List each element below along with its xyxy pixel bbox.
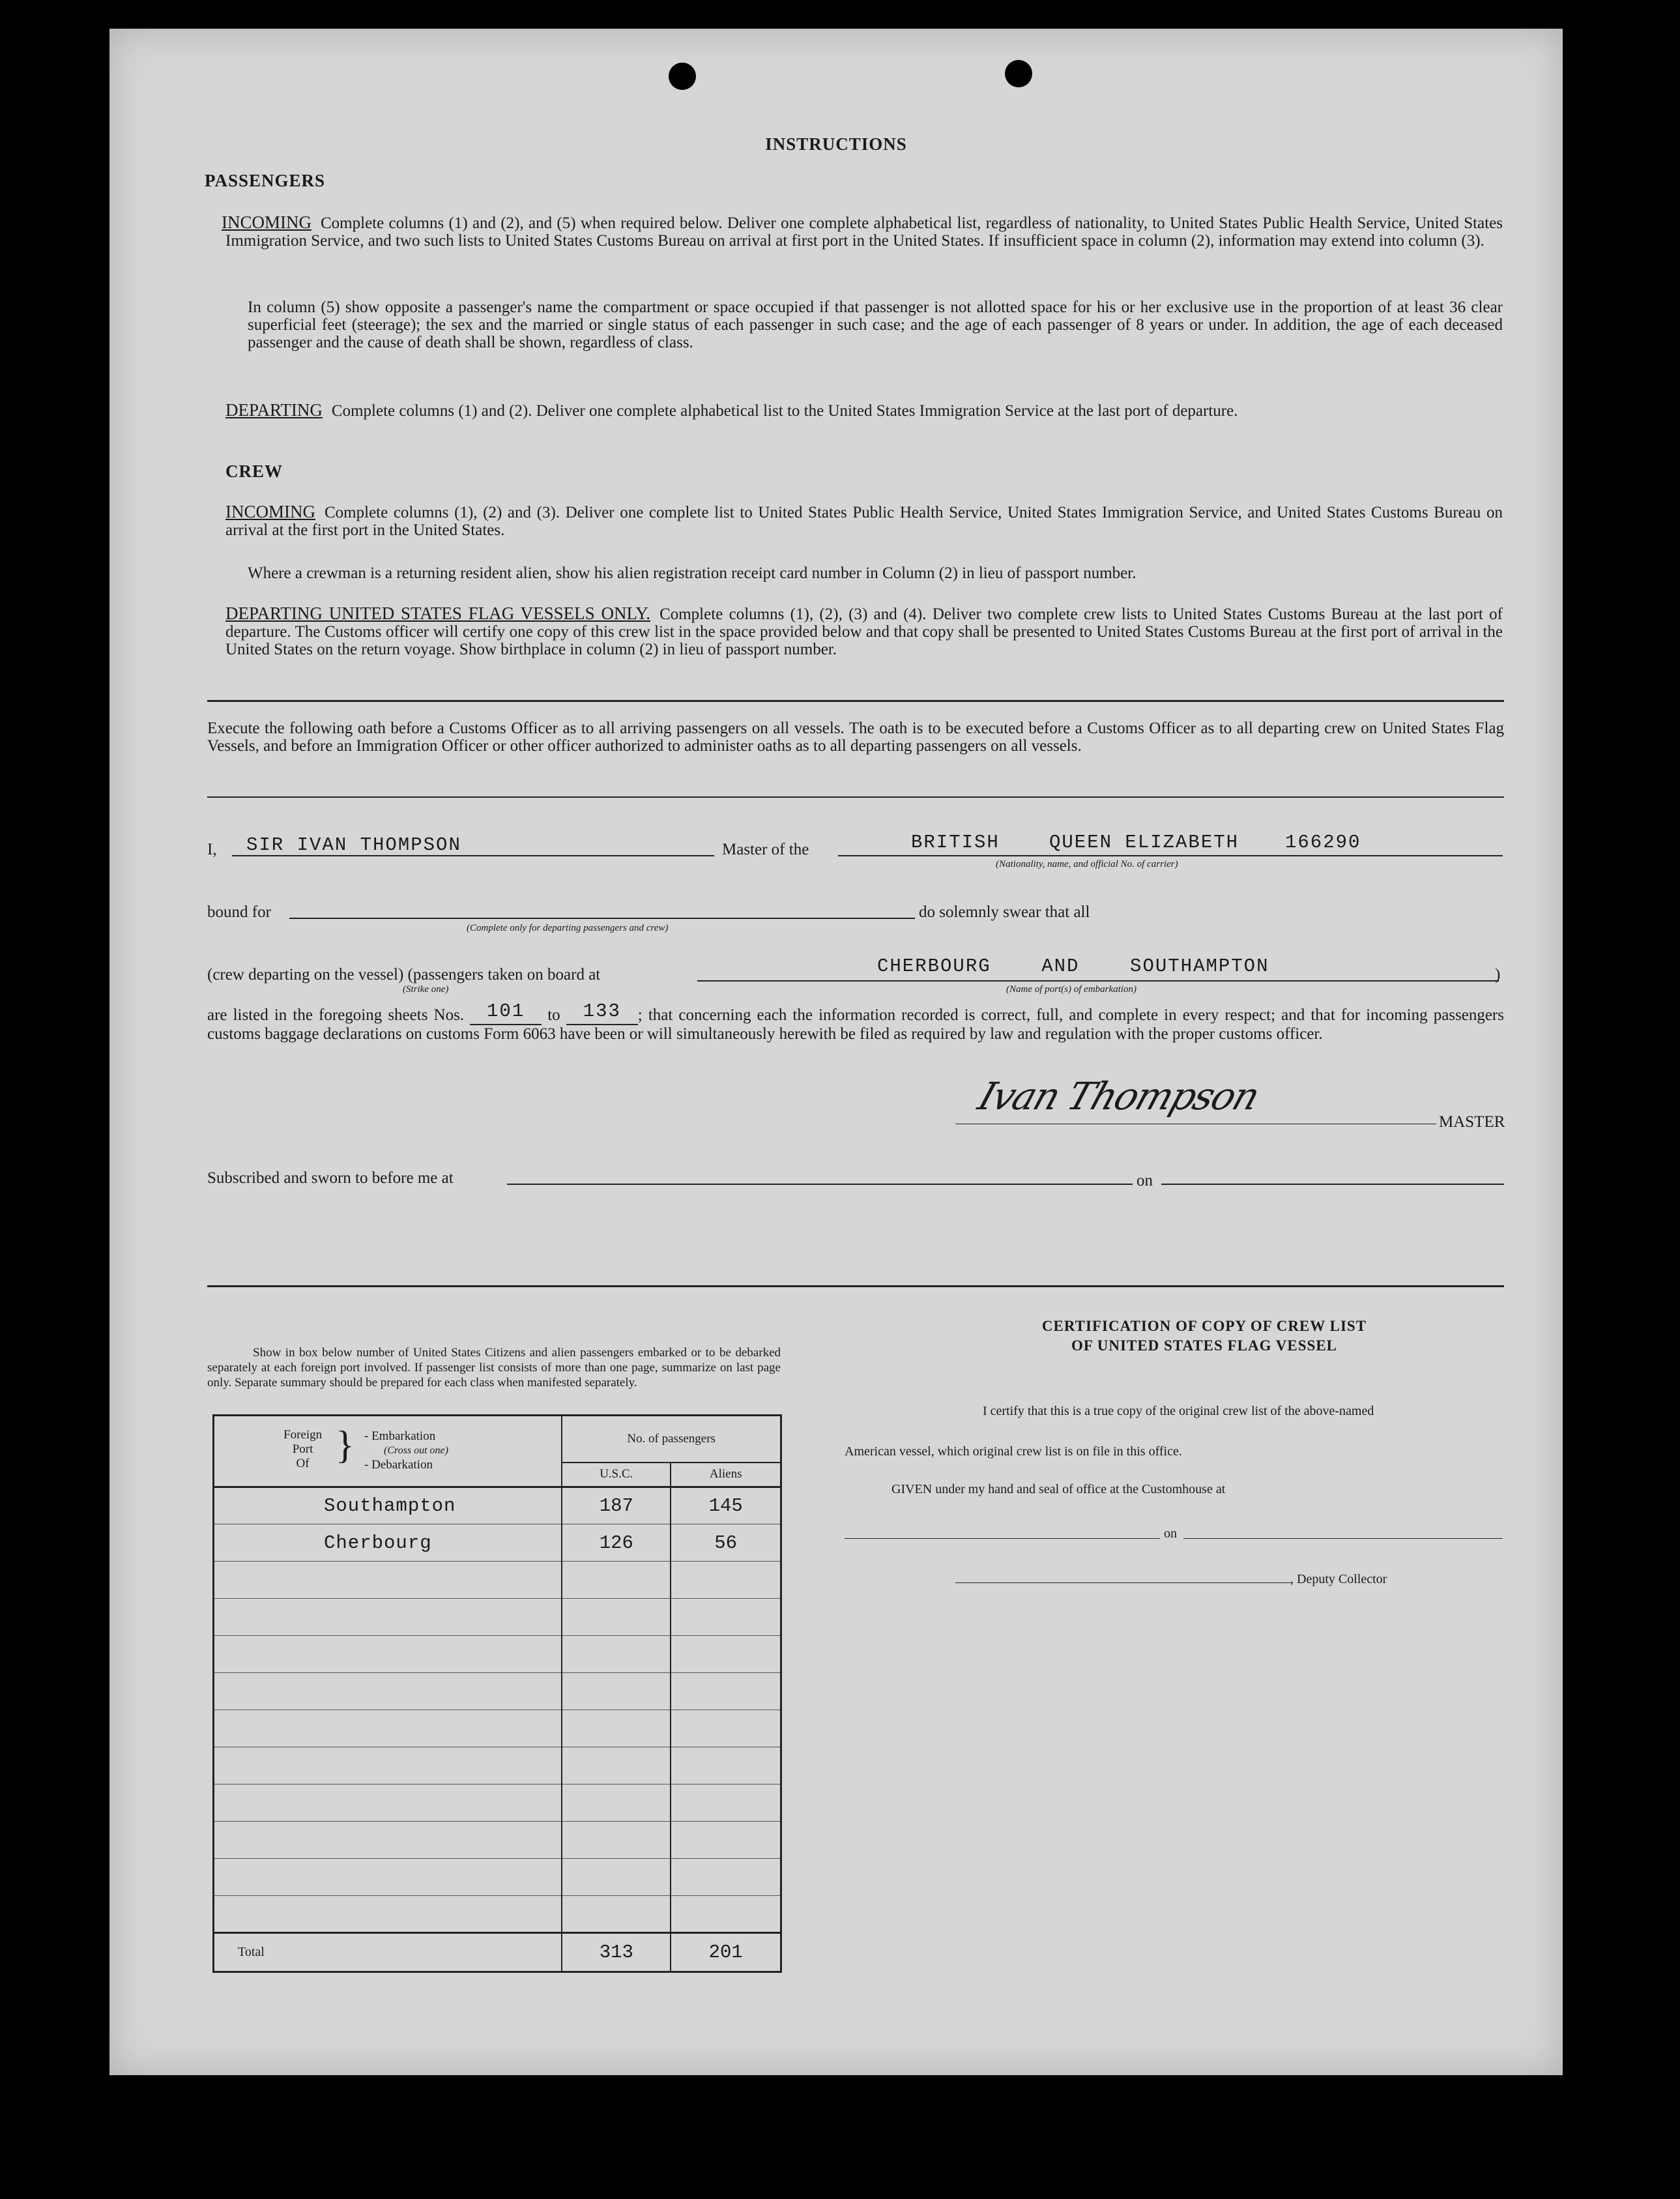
- subscribed-on-label: on: [1137, 1172, 1153, 1189]
- passengers-incoming: [222, 212, 1503, 250]
- form-page: [109, 29, 1563, 2075]
- certification-text-1: I certify that this is a true copy of the original crew list of the above-named: [983, 1404, 1374, 1418]
- subscribed-place-line: [507, 1184, 1133, 1185]
- foreign-label: Foreign: [283, 1428, 323, 1442]
- summary-usc-cell: [562, 1599, 671, 1636]
- passengers-heading: PASSENGERS: [205, 171, 326, 190]
- usc-header: U.S.C.: [562, 1463, 671, 1487]
- sheet-to: 133: [583, 1000, 621, 1022]
- summary-port-cell: Southampton: [214, 1487, 562, 1524]
- listed-label: are listed in the foregoing sheets Nos.: [207, 1006, 465, 1024]
- embarkation-ports: CHERBOURG AND SOUTHAMPTON: [877, 955, 1269, 977]
- summary-port-cell: [214, 1784, 562, 1822]
- summary-usc-cell: [562, 1784, 671, 1822]
- summary-aliens-cell: [671, 1784, 781, 1822]
- strike-caption: (Strike one): [403, 984, 449, 995]
- given-on-label: on: [1164, 1526, 1177, 1541]
- summary-aliens-cell: 145: [671, 1487, 781, 1524]
- listed-rest: ; that concerning each the information recorded is correct, full, and complete in every respect; and that for incoming passengers customs baggage declarations on customs Form 6063 have been or will simultaneously herewith be filed as required by law and regulation with the proper customs officer.: [207, 1006, 1504, 1043]
- certification-heading: [950, 1317, 1458, 1356]
- vessel-name: QUEEN ELIZABETH: [1049, 832, 1239, 853]
- to-label: to: [547, 1006, 560, 1024]
- summary-usc-cell: [562, 1747, 671, 1784]
- total-aliens-cell: 201: [671, 1933, 781, 1972]
- certification-subtitle: OF UNITED STATES FLAG VESSEL: [1071, 1337, 1338, 1354]
- master-label: MASTER: [1439, 1113, 1505, 1131]
- summary-usc-cell: [562, 1636, 671, 1673]
- embarkation-label: - Embarkation: [364, 1429, 436, 1443]
- column5-paragraph: In column (5) show opposite a passenger's name the compartment or space occupied if that passenger is not allotted space for his or her exclusive use in the proportion of at least 36 clear superficial feet (steerage); the sex and the married or single status of each passenger in such case; and the age of each passenger of 8 years or under. In addition, the age of each deceased passenger and the cause of death shall be shown, regardless of class.: [248, 299, 1503, 351]
- summary-port-cell: [214, 1896, 562, 1933]
- departing-text: Complete columns (1) and (2). Deliver one complete alphabetical list to the United States Immigration Service at the last port of departure.: [331, 402, 1238, 420]
- listed-paragraph: [207, 1000, 1504, 1043]
- summary-usc-cell: [562, 1710, 671, 1747]
- table-row: [214, 1673, 781, 1710]
- divider: [207, 1285, 1504, 1287]
- summary-aliens-cell: [671, 1859, 781, 1896]
- nationality: BRITISH: [911, 832, 1000, 853]
- deputy-line: [955, 1582, 1292, 1583]
- master-signature: Ivan Thompson: [972, 1074, 1265, 1118]
- bound-for-caption: (Complete only for departing passengers and crew): [467, 923, 669, 933]
- crew-departing-label: DEPARTING UNITED STATES FLAG VESSELS ONLY.: [225, 604, 651, 623]
- crew-departing-text: Complete columns (1), (2), (3) and (4). Deliver two complete crew lists to United States Customs Bureau at the last port of departure. The Customs officer will certify one copy of this crew list in the space provided below and that copy shall be presented to United States Customs Bureau at the first port of arrival in the United States on the return voyage. Show birthplace in column (2) in lieu of passport number.: [225, 605, 1503, 658]
- of-label: Of: [296, 1457, 310, 1470]
- summary-port-cell: [214, 1636, 562, 1673]
- summary-port-cell: [214, 1822, 562, 1859]
- bound-for-line: [289, 918, 915, 919]
- summary-aliens-cell: [671, 1636, 781, 1673]
- summary-aliens-cell: [671, 1673, 781, 1710]
- certification-title: CERTIFICATION OF COPY OF CREW LIST: [1041, 1318, 1367, 1334]
- bound-for-label: bound for: [207, 903, 271, 921]
- table-row: [214, 1562, 781, 1599]
- debarkation-label: - Debarkation: [364, 1458, 433, 1472]
- punch-hole: [1005, 60, 1032, 87]
- no-of-passengers-header: No. of passengers: [562, 1416, 781, 1463]
- ports-caption: (Name of port(s) of embarkation): [1006, 984, 1137, 995]
- carrier-caption: (Nationality, name, and official No. of carrier): [996, 859, 1178, 869]
- summary-usc-cell: [562, 1859, 671, 1896]
- port-header: Foreign Port Of } - Embarkation (Cross out one) - Debarkation: [214, 1416, 562, 1487]
- divider: [207, 796, 1504, 798]
- summary-port-cell: Cherbourg: [214, 1524, 562, 1562]
- carrier-line: [838, 855, 1503, 856]
- crew-departing: [225, 605, 1503, 658]
- sheet-from: 101: [487, 1000, 525, 1022]
- table-row: [214, 1784, 781, 1822]
- table-row: [214, 1896, 781, 1933]
- resident-alien-note: Where a crewman is a returning resident alien, show his alien registration receipt card number in Column (2) in lieu of passport number.: [248, 564, 1137, 582]
- deputy-collector-label: , Deputy Collector: [1290, 1572, 1387, 1586]
- crew-incoming: [225, 503, 1503, 539]
- summary-aliens-cell: [671, 1710, 781, 1747]
- crew-heading: CREW: [225, 461, 283, 481]
- given-date-line: [1183, 1538, 1503, 1539]
- passenger-summary-table: [212, 1414, 782, 1973]
- summary-port-cell: [214, 1562, 562, 1599]
- page-title: INSTRUCTIONS: [765, 134, 907, 154]
- summary-aliens-cell: [671, 1896, 781, 1933]
- summary-aliens-cell: 56: [671, 1524, 781, 1562]
- port-label: Port: [292, 1442, 313, 1456]
- passengers-departing: [225, 401, 1503, 420]
- table-row: [214, 1710, 781, 1747]
- punch-hole: [669, 63, 696, 90]
- incoming-text: Complete columns (1) and (2), and (5) when required below. Deliver one complete alphabetical list, regardless of nationality, to United States Public Health Service, United States Immigration Service, and two such lists to United States Customs Bureau on arrival at first port in the United States. If insufficient space in column (2), information may extend into column (3).: [225, 214, 1503, 250]
- official-number: 166290: [1285, 832, 1361, 853]
- table-row: [214, 1859, 781, 1896]
- certification-text-2: American vessel, which original crew list is on file in this office.: [845, 1444, 1182, 1459]
- table-row: [214, 1636, 781, 1673]
- aliens-header: Aliens: [671, 1463, 781, 1487]
- summary-port-cell: [214, 1747, 562, 1784]
- table-row: [214, 1822, 781, 1859]
- given-place-line: [845, 1538, 1160, 1539]
- crew-incoming-label: INCOMING: [225, 502, 315, 521]
- given-text: GIVEN under my hand and seal of office at the Customhouse at: [891, 1482, 1226, 1496]
- master-of-label: Master of the: [722, 841, 809, 858]
- summary-usc-cell: [562, 1896, 671, 1933]
- summary-port-cell: [214, 1599, 562, 1636]
- table-row: [214, 1599, 781, 1636]
- ports-line: [697, 980, 1499, 982]
- total-row: [214, 1933, 781, 1972]
- table-row: [214, 1487, 781, 1524]
- summary-usc-cell: 126: [562, 1524, 671, 1562]
- summary-instructions: Show in box below number of United States Citizens and alien passengers embarked or to be debarked separately at each foreign port involved. If passenger list consists of more than one page, summarize on last page only. Separate summary should be prepared for each class when manifested separately.: [207, 1346, 781, 1390]
- summary-aliens-cell: [671, 1599, 781, 1636]
- summary-port-cell: [214, 1673, 562, 1710]
- subscribed-date-line: [1161, 1184, 1504, 1185]
- table-row: [214, 1524, 781, 1562]
- divider: [207, 700, 1504, 702]
- table-row: [214, 1747, 781, 1784]
- summary-aliens-cell: [671, 1562, 781, 1599]
- summary-usc-cell: [562, 1673, 671, 1710]
- summary-usc-cell: [562, 1822, 671, 1859]
- oath-intro: Execute the following oath before a Customs Officer as to all arriving passengers on all vessels. The oath is to be executed before a Customs Officer as to all departing crew on United States Flag Vessels, and before an Immigration Officer or other officer authorized to administer oaths as to all departing passengers on all vessels.: [207, 720, 1504, 755]
- master-name: SIR IVAN THOMPSON: [246, 834, 461, 856]
- departing-label: DEPARTING: [225, 400, 323, 420]
- total-usc-cell: 313: [562, 1933, 671, 1972]
- swear-label: do solemnly swear that all: [919, 903, 1090, 921]
- summary-aliens-cell: [671, 1747, 781, 1784]
- i-label: I,: [207, 841, 217, 858]
- summary-usc-cell: 187: [562, 1487, 671, 1524]
- crew-departing-clause: (crew departing on the vessel) (passengers taken on board at: [207, 966, 601, 983]
- subscribed-label: Subscribed and sworn to before me at: [207, 1169, 454, 1187]
- cross-out-caption: (Cross out one): [384, 1445, 448, 1456]
- crew-incoming-text: Complete columns (1), (2) and (3). Deliver one complete list to United States Public Health Service, United States Immigration Service, and United States Customs Bureau on arrival at the first port in the United States.: [225, 504, 1503, 539]
- total-label: Total: [214, 1933, 562, 1972]
- paren-close: ): [1495, 966, 1501, 983]
- incoming-label: INCOMING: [222, 212, 311, 232]
- summary-port-cell: [214, 1710, 562, 1747]
- summary-usc-cell: [562, 1562, 671, 1599]
- summary-port-cell: [214, 1859, 562, 1896]
- summary-aliens-cell: [671, 1822, 781, 1859]
